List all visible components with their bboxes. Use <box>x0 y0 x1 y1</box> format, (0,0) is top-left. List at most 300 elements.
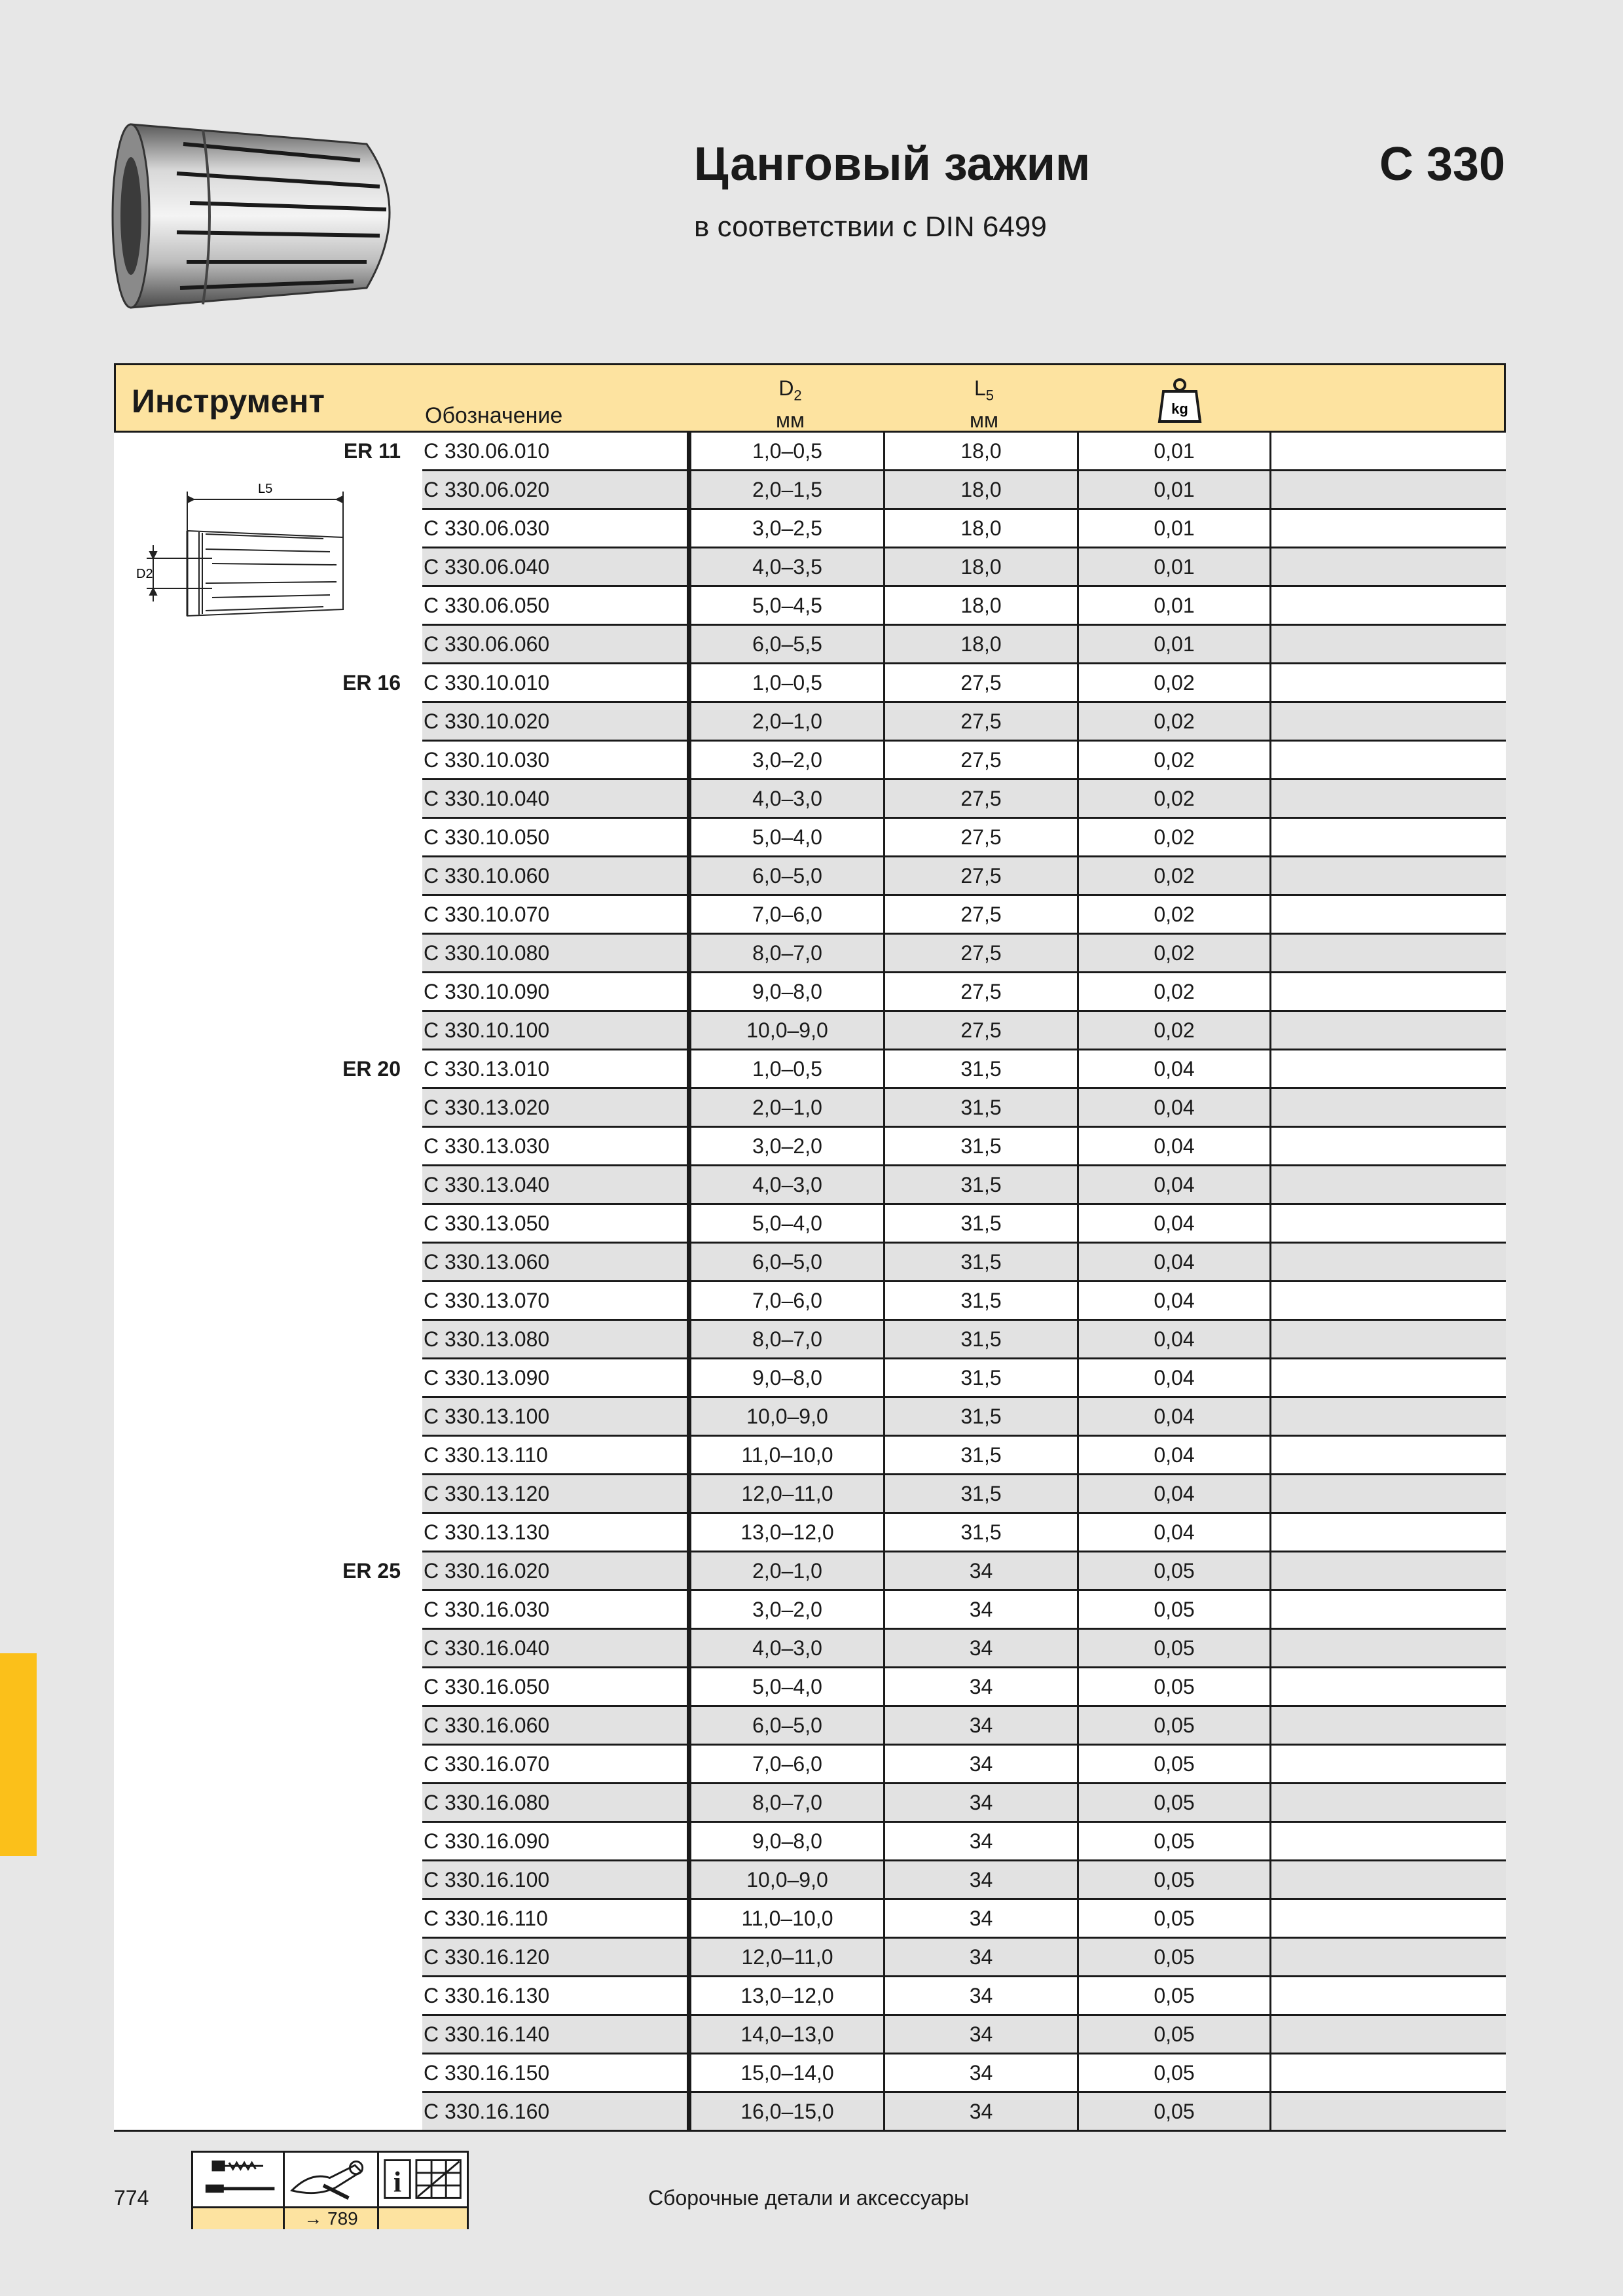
l5-cell: 27,5 <box>885 703 1079 740</box>
row-cells <box>422 935 1506 973</box>
table-body <box>114 433 1506 2132</box>
l5-cell: 27,5 <box>885 1012 1079 1049</box>
l5-cell: 27,5 <box>885 819 1079 855</box>
d2-cell: 4,0–3,0 <box>691 1630 885 1666</box>
row-cells <box>422 510 1506 548</box>
table-row <box>114 1244 1506 1282</box>
row-cells <box>422 896 1506 935</box>
weight-cell: 0,04 <box>1079 1359 1271 1396</box>
header-d2-sub: 2 <box>793 387 802 404</box>
designation-cell: C 330.13.080 <box>422 1321 691 1357</box>
l5-cell: 34 <box>885 1707 1079 1744</box>
d2-cell: 14,0–13,0 <box>691 2016 885 2053</box>
d2-cell: 4,0–3,5 <box>691 548 885 585</box>
weight-cell: 0,05 <box>1079 2054 1271 2091</box>
d2-cell: 8,0–7,0 <box>691 1784 885 1821</box>
row-cells <box>422 1746 1506 1784</box>
designation-cell: C 330.16.060 <box>422 1707 691 1744</box>
hand-wrench-icon[interactable] <box>285 2153 379 2206</box>
l5-cell: 27,5 <box>885 973 1079 1010</box>
designation-cell: C 330.16.120 <box>422 1939 691 1975</box>
weight-cell: 0,01 <box>1079 471 1271 508</box>
designation-cell: C 330.10.060 <box>422 857 691 894</box>
l5-cell: 18,0 <box>885 587 1079 624</box>
d2-cell: 5,0–4,0 <box>691 1668 885 1705</box>
row-cells <box>422 1321 1506 1359</box>
d2-cell: 8,0–7,0 <box>691 1321 885 1357</box>
d2-cell: 10,0–9,0 <box>691 1398 885 1435</box>
drawing-label-d2: D2 <box>136 567 153 581</box>
weight-cell: 0,02 <box>1079 703 1271 740</box>
d2-cell: 6,0–5,0 <box>691 857 885 894</box>
header-tool: Инструмент <box>132 383 325 420</box>
table-row <box>114 1746 1506 1784</box>
designation-cell: C 330.16.050 <box>422 1668 691 1705</box>
table-row <box>114 1282 1506 1321</box>
d2-cell: 9,0–8,0 <box>691 1359 885 1396</box>
row-cells <box>422 2054 1506 2093</box>
l5-cell: 31,5 <box>885 1398 1079 1435</box>
weight-cell: 0,05 <box>1079 1552 1271 1589</box>
d2-cell: 13,0–12,0 <box>691 1977 885 2014</box>
d2-cell: 9,0–8,0 <box>691 973 885 1010</box>
weight-cell: 0,01 <box>1079 433 1271 469</box>
designation-cell: C 330.10.090 <box>422 973 691 1010</box>
weight-cell: 0,02 <box>1079 664 1271 701</box>
weight-cell: 0,02 <box>1079 819 1271 855</box>
weight-cell: 0,02 <box>1079 973 1271 1010</box>
weight-cell: 0,05 <box>1079 1668 1271 1705</box>
l5-cell: 34 <box>885 1823 1079 1859</box>
row-cells <box>422 1784 1506 1823</box>
designation-cell: C 330.06.010 <box>422 433 691 469</box>
weight-cell: 0,05 <box>1079 1939 1271 1975</box>
designation-cell: C 330.13.030 <box>422 1128 691 1164</box>
designation-cell: C 330.13.050 <box>422 1205 691 1242</box>
weight-cell: 0,02 <box>1079 896 1271 933</box>
table-row <box>114 1552 1506 1591</box>
row-cells <box>422 1861 1506 1900</box>
row-cells <box>422 742 1506 780</box>
table-row <box>114 626 1506 664</box>
header-d2 <box>693 376 887 433</box>
row-cells <box>422 1244 1506 1282</box>
l5-cell: 31,5 <box>885 1128 1079 1164</box>
page-number: 774 <box>114 2186 149 2210</box>
designation-cell: C 330.13.090 <box>422 1359 691 1396</box>
table-row <box>114 1321 1506 1359</box>
table-header <box>114 363 1506 433</box>
l5-cell: 27,5 <box>885 896 1079 933</box>
designation-cell: C 330.16.030 <box>422 1591 691 1628</box>
info-grid-cell <box>379 2153 471 2206</box>
table-row <box>114 1128 1506 1166</box>
l5-cell: 34 <box>885 1668 1079 1705</box>
table-row <box>114 1823 1506 1861</box>
table-row <box>114 1668 1506 1707</box>
l5-cell: 27,5 <box>885 742 1079 778</box>
row-cells <box>422 1166 1506 1205</box>
table-row <box>114 935 1506 973</box>
header-l5-letter: L <box>974 376 986 400</box>
strip-cell-empty <box>193 2208 285 2229</box>
designation-cell: C 330.10.010 <box>422 664 691 701</box>
table-row <box>114 1900 1506 1939</box>
table-row <box>114 1012 1506 1050</box>
row-cells <box>422 626 1506 664</box>
table-row <box>114 819 1506 857</box>
designation-cell: C 330.13.020 <box>422 1089 691 1126</box>
l5-cell: 34 <box>885 2054 1079 2091</box>
l5-cell: 18,0 <box>885 548 1079 585</box>
designation-cell: C 330.13.040 <box>422 1166 691 1203</box>
row-cells <box>422 2093 1506 2132</box>
l5-cell: 34 <box>885 2016 1079 2053</box>
weight-cell: 0,02 <box>1079 742 1271 778</box>
weight-cell: 0,04 <box>1079 1398 1271 1435</box>
designation-cell: C 330.16.080 <box>422 1784 691 1821</box>
table-row <box>114 1977 1506 2016</box>
weight-cell: 0,05 <box>1079 1591 1271 1628</box>
l5-cell: 31,5 <box>885 1050 1079 1087</box>
hatch-grid-icon[interactable] <box>416 2161 460 2198</box>
weight-cell: 0,02 <box>1079 1012 1271 1049</box>
table-row <box>114 2054 1506 2093</box>
table-row <box>114 587 1506 626</box>
d2-cell: 13,0–12,0 <box>691 1514 885 1551</box>
designation-cell: C 330.06.040 <box>422 548 691 585</box>
footer-icon-box <box>191 2151 469 2229</box>
d2-cell: 11,0–10,0 <box>691 1437 885 1473</box>
d2-cell: 6,0–5,0 <box>691 1707 885 1744</box>
l5-cell: 27,5 <box>885 935 1079 971</box>
collet-photo <box>105 98 419 321</box>
header-l5-unit: мм <box>970 408 998 433</box>
weight-cell: 0,01 <box>1079 587 1271 624</box>
weight-cell: 0,02 <box>1079 935 1271 971</box>
designation-cell: C 330.13.130 <box>422 1514 691 1551</box>
l5-cell: 31,5 <box>885 1166 1079 1203</box>
l5-cell: 27,5 <box>885 780 1079 817</box>
table-row <box>114 742 1506 780</box>
row-cells <box>422 548 1506 587</box>
table-row <box>114 664 1506 703</box>
d2-cell: 12,0–11,0 <box>691 1475 885 1512</box>
d2-cell: 6,0–5,0 <box>691 1244 885 1280</box>
designation-cell: C 330.16.020 <box>422 1552 691 1589</box>
weight-cell: 0,01 <box>1079 548 1271 585</box>
weight-cell: 0,04 <box>1079 1437 1271 1473</box>
table-row <box>114 1166 1506 1205</box>
footer-icon-strip <box>193 2206 467 2229</box>
d2-cell: 2,0–1,0 <box>691 1552 885 1589</box>
header-d2-letter: D <box>778 376 794 400</box>
row-cells <box>422 433 1506 471</box>
weight-cell: 0,05 <box>1079 1977 1271 2014</box>
designation-cell: C 330.13.010 <box>422 1050 691 1087</box>
designation-cell: C 330.16.140 <box>422 2016 691 2053</box>
row-cells <box>422 587 1506 626</box>
designation-cell: C 330.13.120 <box>422 1475 691 1512</box>
header-d2-unit: мм <box>776 408 805 433</box>
weight-cell: 0,05 <box>1079 1861 1271 1898</box>
designation-cell: C 330.10.070 <box>422 896 691 933</box>
row-cells <box>422 1514 1506 1552</box>
table-row <box>114 1784 1506 1823</box>
weight-cell: 0,04 <box>1079 1050 1271 1087</box>
table-row <box>114 857 1506 896</box>
info-icon[interactable] <box>385 2161 410 2198</box>
l5-cell: 18,0 <box>885 626 1079 662</box>
row-cells <box>422 973 1506 1012</box>
row-cells <box>422 1630 1506 1668</box>
table-row <box>114 1707 1506 1746</box>
designation-cell: C 330.10.020 <box>422 703 691 740</box>
table-row <box>114 1398 1506 1437</box>
d2-cell: 5,0–4,0 <box>691 819 885 855</box>
row-cells <box>422 1475 1506 1514</box>
d2-cell: 15,0–14,0 <box>691 2054 885 2091</box>
table-row <box>114 2093 1506 2132</box>
designation-cell: C 330.10.080 <box>422 935 691 971</box>
l5-cell: 34 <box>885 2093 1079 2130</box>
l5-cell: 34 <box>885 1630 1079 1666</box>
weight-cell: 0,04 <box>1079 1244 1271 1280</box>
designation-cell: C 330.13.060 <box>422 1244 691 1280</box>
table-row <box>114 548 1506 587</box>
d2-cell: 10,0–9,0 <box>691 1012 885 1049</box>
d2-cell: 5,0–4,0 <box>691 1205 885 1242</box>
page-title: Цанговый зажим <box>694 138 1091 190</box>
d2-cell: 3,0–2,0 <box>691 1128 885 1164</box>
d2-cell: 7,0–6,0 <box>691 1282 885 1319</box>
designation-cell: C 330.13.070 <box>422 1282 691 1319</box>
table-row <box>114 433 1506 471</box>
d2-cell: 1,0–0,5 <box>691 664 885 701</box>
table-row <box>114 1050 1506 1089</box>
designation-cell: C 330.16.150 <box>422 2054 691 2091</box>
d2-cell: 5,0–4,5 <box>691 587 885 624</box>
table-row <box>114 1939 1506 1977</box>
weight-cell: 0,04 <box>1079 1089 1271 1126</box>
d2-cell: 2,0–1,0 <box>691 703 885 740</box>
table-row <box>114 1861 1506 1900</box>
weight-cell: 0,01 <box>1079 626 1271 662</box>
weight-cell: 0,01 <box>1079 510 1271 547</box>
l5-cell: 31,5 <box>885 1359 1079 1396</box>
header-l5-sub: 5 <box>985 387 994 404</box>
l5-cell: 34 <box>885 1552 1079 1589</box>
weight-cell: 0,05 <box>1079 1900 1271 1937</box>
table-row <box>114 703 1506 742</box>
l5-cell: 31,5 <box>885 1437 1079 1473</box>
table-row <box>114 973 1506 1012</box>
l5-cell: 27,5 <box>885 857 1079 894</box>
table-row <box>114 1359 1506 1398</box>
designation-cell: C 330.16.040 <box>422 1630 691 1666</box>
weight-kg-icon <box>1157 377 1203 424</box>
l5-cell: 31,5 <box>885 1205 1079 1242</box>
collet-size-label: ER 20 <box>342 1057 401 1081</box>
d2-cell: 2,0–1,0 <box>691 1089 885 1126</box>
row-cells <box>422 1398 1506 1437</box>
d2-cell: 11,0–10,0 <box>691 1900 885 1937</box>
d2-cell: 12,0–11,0 <box>691 1939 885 1975</box>
d2-cell: 4,0–3,0 <box>691 780 885 817</box>
d2-cell: 3,0–2,0 <box>691 1591 885 1628</box>
page-subtitle: в соответствии с DIN 6499 <box>694 211 1047 243</box>
d2-cell: 3,0–2,5 <box>691 510 885 547</box>
d2-cell: 1,0–0,5 <box>691 433 885 469</box>
table-row <box>114 471 1506 510</box>
l5-cell: 34 <box>885 1746 1079 1782</box>
row-cells <box>422 1282 1506 1321</box>
row-cells <box>422 1359 1506 1398</box>
designation-cell: C 330.06.020 <box>422 471 691 508</box>
table-row <box>114 896 1506 935</box>
row-cells <box>422 1128 1506 1166</box>
l5-cell: 31,5 <box>885 1282 1079 1319</box>
designation-cell: C 330.10.100 <box>422 1012 691 1049</box>
table-row <box>114 780 1506 819</box>
designation-cell: C 330.16.090 <box>422 1823 691 1859</box>
weight-cell: 0,04 <box>1079 1321 1271 1357</box>
table-row <box>114 1591 1506 1630</box>
weight-cell: 0,04 <box>1079 1205 1271 1242</box>
d2-cell: 1,0–0,5 <box>691 1050 885 1087</box>
row-cells <box>422 1823 1506 1861</box>
weight-cell: 0,05 <box>1079 2016 1271 2053</box>
l5-cell: 34 <box>885 1861 1079 1898</box>
weight-cell: 0,04 <box>1079 1166 1271 1203</box>
table-row <box>114 1630 1506 1668</box>
row-cells <box>422 1050 1506 1089</box>
weight-cell: 0,02 <box>1079 857 1271 894</box>
weight-cell: 0,05 <box>1079 2093 1271 2130</box>
designation-cell: C 330.16.160 <box>422 2093 691 2130</box>
l5-cell: 31,5 <box>885 1514 1079 1551</box>
designation-cell: C 330.06.050 <box>422 587 691 624</box>
weight-cell: 0,04 <box>1079 1282 1271 1319</box>
row-cells <box>422 1437 1506 1475</box>
designation-cell: C 330.16.110 <box>422 1900 691 1937</box>
d2-cell: 7,0–6,0 <box>691 1746 885 1782</box>
row-cells <box>422 1668 1506 1707</box>
weight-cell: 0,05 <box>1079 1630 1271 1666</box>
l5-cell: 34 <box>885 1939 1079 1975</box>
weight-cell: 0,05 <box>1079 1823 1271 1859</box>
weight-icon-label: kg <box>1171 401 1188 417</box>
collet-size-label: ER 16 <box>342 671 401 694</box>
weight-cell: 0,05 <box>1079 1784 1271 1821</box>
weight-cell: 0,04 <box>1079 1475 1271 1512</box>
designation-cell: C 330.16.100 <box>422 1861 691 1898</box>
footer-section-text: Сборочные детали и аксессуары <box>648 2186 970 2210</box>
designation-cell: C 330.06.060 <box>422 626 691 662</box>
l5-cell: 18,0 <box>885 433 1079 469</box>
header-l5 <box>887 376 1081 433</box>
l5-cell: 31,5 <box>885 1244 1079 1280</box>
table-row <box>114 1205 1506 1244</box>
d2-cell: 7,0–6,0 <box>691 896 885 933</box>
table-row <box>114 1475 1506 1514</box>
designation-cell: C 330.13.100 <box>422 1398 691 1435</box>
d2-cell: 4,0–3,0 <box>691 1166 885 1203</box>
table-row <box>114 1514 1506 1552</box>
d2-cell: 6,0–5,5 <box>691 626 885 662</box>
spanner-bolt-icon[interactable] <box>193 2153 285 2206</box>
row-cells <box>422 471 1506 510</box>
table-bottom-rule <box>114 2130 1506 2132</box>
designation-cell: C 330.16.070 <box>422 1746 691 1782</box>
l5-cell: 34 <box>885 1784 1079 1821</box>
table-row <box>114 1437 1506 1475</box>
row-cells <box>422 1939 1506 1977</box>
d2-cell: 10,0–9,0 <box>691 1861 885 1898</box>
drawing-label-l5: L5 <box>258 482 273 496</box>
weight-cell: 0,05 <box>1079 1746 1271 1782</box>
designation-cell: C 330.10.040 <box>422 780 691 817</box>
section-tab <box>0 1653 37 1856</box>
table-row <box>114 510 1506 548</box>
weight-cell: 0,04 <box>1079 1128 1271 1164</box>
l5-cell: 18,0 <box>885 510 1079 547</box>
l5-cell: 34 <box>885 1900 1079 1937</box>
table-row <box>114 2016 1506 2054</box>
svg-text:i: i <box>393 2166 402 2198</box>
row-cells <box>422 1977 1506 2016</box>
row-cells <box>422 2016 1506 2054</box>
row-cells <box>422 1900 1506 1939</box>
reference-link[interactable]: → 789 <box>285 2208 379 2229</box>
weight-cell: 0,02 <box>1079 780 1271 817</box>
weight-cell: 0,04 <box>1079 1514 1271 1551</box>
row-cells <box>422 1089 1506 1128</box>
designation-cell: C 330.10.030 <box>422 742 691 778</box>
row-cells <box>422 703 1506 742</box>
row-cells <box>422 664 1506 703</box>
l5-cell: 18,0 <box>885 471 1079 508</box>
designation-cell: C 330.06.030 <box>422 510 691 547</box>
row-cells <box>422 1591 1506 1630</box>
row-cells <box>422 1707 1506 1746</box>
designation-cell: C 330.16.130 <box>422 1977 691 2014</box>
l5-cell: 34 <box>885 1591 1079 1628</box>
product-code: C 330 <box>1379 138 1505 190</box>
row-cells <box>422 819 1506 857</box>
row-cells <box>422 1552 1506 1591</box>
collet-size-label: ER 25 <box>342 1559 401 1583</box>
product-table <box>114 363 1506 2132</box>
d2-cell: 3,0–2,0 <box>691 742 885 778</box>
l5-cell: 31,5 <box>885 1089 1079 1126</box>
row-cells <box>422 1205 1506 1244</box>
designation-cell: C 330.10.050 <box>422 819 691 855</box>
row-cells <box>422 1012 1506 1050</box>
l5-cell: 31,5 <box>885 1475 1079 1512</box>
header-designation: Обозначение <box>425 403 563 428</box>
d2-cell: 8,0–7,0 <box>691 935 885 971</box>
row-cells <box>422 780 1506 819</box>
row-cells <box>422 857 1506 896</box>
l5-cell: 27,5 <box>885 664 1079 701</box>
d2-cell: 9,0–8,0 <box>691 1823 885 1859</box>
l5-cell: 31,5 <box>885 1321 1079 1357</box>
d2-cell: 16,0–15,0 <box>691 2093 885 2130</box>
collet-size-label: ER 11 <box>343 439 401 463</box>
weight-cell: 0,05 <box>1079 1707 1271 1744</box>
table-row <box>114 1089 1506 1128</box>
